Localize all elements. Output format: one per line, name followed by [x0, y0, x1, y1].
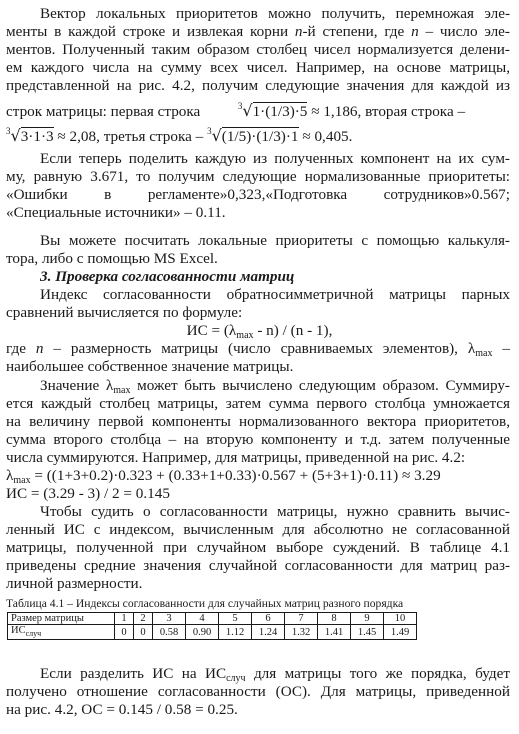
table-cell: 0.90 — [186, 625, 219, 640]
table-cell: 10 — [384, 613, 417, 625]
table-cell: 1.12 — [219, 625, 252, 640]
text-line: личной размерности. — [6, 575, 143, 592]
text-fragment: 0.567; — [471, 186, 510, 203]
text-line: на величину первой компоненты нормализованного вектора приоритетов, — [6, 413, 510, 430]
radicand: 1·(1/3)·5 — [252, 103, 308, 120]
text-line: Индекс согласованности обратносимметричной матрицы парных — [40, 286, 510, 303]
text-fragment: ≈ 2,08 — [53, 128, 97, 145]
text-fragment: – — [492, 340, 511, 357]
text-line: получено отношение согласованности (ОС). Для матрицы, приведенной — [6, 683, 510, 700]
text-line — [4, 5, 510, 23]
text-line: Если теперь поделить каждую из полученных компонент на их сум- — [40, 150, 510, 167]
radicand: (1/5)·(1/3)·1 — [221, 128, 299, 145]
table-cell: 9 — [351, 613, 384, 625]
text-fragment: Вектор — [40, 5, 86, 22]
text-line: представленной на рис. 4.2, получим следующие значения для каждой из — [6, 77, 510, 94]
text-line: ем каждого числа на сумму всех чисел. Например, на основе матрицы, — [6, 59, 510, 76]
root-index: 3 — [237, 101, 243, 111]
text-line — [6, 186, 510, 204]
subscript: случ — [25, 629, 42, 638]
text-fragment: . — [348, 128, 353, 145]
table-cell: 0 — [134, 625, 153, 640]
radical-sign: √ — [211, 126, 222, 145]
text-line — [6, 23, 510, 41]
text-line: числа суммируются. Например, для матрицы, приведенной на рис. 4.2: — [6, 449, 466, 466]
table-cell: 3 — [153, 613, 186, 625]
text-fragment: ≈ 0,405 — [298, 128, 349, 145]
text-fragment: – размерность матрицы (число сравниваемых элементов), λ — [43, 340, 476, 357]
table-header-cell: Размер матрицы — [8, 613, 115, 625]
calculation-line: ИС = (3.29 - 3) / 2 = 0.145 — [6, 485, 170, 502]
table-cell: 1 — [115, 613, 134, 625]
radical-sign: √ — [242, 101, 253, 120]
text-fragment: ИС — [11, 625, 26, 636]
text-fragment: - n) / (n - 1), — [253, 322, 333, 339]
text-fragment: «Ошибки в регламенте» — [6, 186, 228, 203]
table-row — [8, 613, 417, 625]
text-fragment: ≈ 1,186 — [307, 103, 358, 120]
table-cell: 0.58 — [153, 625, 186, 640]
subscript: max — [475, 348, 493, 359]
subscript: max — [13, 475, 31, 486]
text-line — [6, 122, 510, 146]
text-fragment: -й степени, где — [302, 23, 412, 40]
text-fragment: менты в каждой строке и извлекая корни — [6, 23, 295, 40]
text-line: му, равную 3.671, то получим следующие нормализованные приоритеты: — [6, 168, 510, 185]
text-fragment: для матрицы того же порядка, будет — [245, 665, 510, 682]
subscript: max — [236, 330, 254, 341]
table-caption: Таблица 4.1 – Индексы согласованности для случайных матриц разного порядка — [6, 597, 404, 610]
subscript: max — [113, 385, 131, 396]
table-cell: 1.32 — [285, 625, 318, 640]
text-fragment: «Подготовка сотрудников» — [265, 186, 472, 203]
table-cell: 5 — [219, 613, 252, 625]
text-fragment: ИС = (λ — [186, 322, 237, 339]
text-line — [6, 97, 510, 121]
text-fragment: Если разделить ИС на ИС — [40, 665, 227, 682]
text-fragment: – число эле- — [418, 23, 510, 40]
subscript: случ — [226, 673, 246, 684]
text-fragment: n — [294, 23, 303, 40]
table-cell: 1.49 — [384, 625, 417, 640]
text-line: Чтобы судить о согласованности матрицы, нужно сравнить вычис- — [40, 503, 510, 520]
text-fragment: строк матрицы: первая строка — [6, 103, 201, 120]
text-fragment: λ — [6, 467, 14, 484]
table-cell: 4 — [186, 613, 219, 625]
table-cell: 1.41 — [318, 625, 351, 640]
text-line: матрицы, полученной при случайном выборе суждений. В таблице 4.1 — [6, 539, 510, 556]
table-cell: 8 — [318, 613, 351, 625]
text-line: Вы можете посчитать локальные приоритеты с помощью калькуля- — [40, 232, 510, 249]
text-line: ментов. Полученный таким образом столбец чисел нормализуется делени- — [6, 41, 510, 58]
table-cell: 7 — [285, 613, 318, 625]
table-cell: 0 — [115, 625, 134, 640]
table-row — [8, 625, 417, 640]
text-fragment: локальных приоритетов можно получить, перемножая эле- — [85, 5, 510, 22]
text-line: ленный ИС с индексом, вычисленным для абсолютно не согласованной — [6, 521, 510, 538]
radical-sign: √ — [10, 126, 21, 145]
table-header-cell — [8, 625, 115, 640]
table-cell: 6 — [252, 613, 285, 625]
text-line: тора, либо с помощью MS Excel. — [6, 250, 218, 267]
text-fragment: может быть вычислено следующим образом. Суммиру- — [130, 377, 510, 394]
table-cell: 1.45 — [351, 625, 384, 640]
text-fragment: где — [6, 340, 36, 357]
text-line: ется каждый столбец матрицы, затем сумма первого столбца умножается — [6, 395, 510, 412]
radicand: 3·1·3 — [20, 128, 54, 145]
text-fragment: n — [35, 340, 44, 357]
text-line: сравнений вычисляется по формуле: — [6, 304, 243, 321]
text-fragment: Значение λ — [40, 377, 114, 394]
text-line: сумма второго столбца – на вторую компоненту и т.д. затем полученные — [6, 431, 510, 448]
text-fragment: , вторая строка – — [357, 103, 466, 120]
text-fragment: , третья строка – — [96, 128, 208, 145]
text-fragment: 0,323, — [227, 186, 266, 203]
root-index: 3 — [6, 126, 11, 136]
text-line: «Специальные источники» – 0.11. — [6, 204, 226, 221]
table-cell: 2 — [134, 613, 153, 625]
text-line: на рис. 4.2, ОС = 0.145 / 0.58 = 0.25. — [6, 701, 238, 718]
text-line: приведены средние значения случайной согласованности для матриц раз- — [6, 557, 510, 574]
text-fragment: n — [411, 23, 419, 40]
text-fragment: = ((1+3+0.2)·0.323 + (0.33+1+0.33)·0.567 + (5+3+1)·0.11) ≈ 3.29 — [30, 467, 441, 484]
section-heading: 3. Проверка согласованности матриц — [40, 268, 295, 285]
table-cell: 1.24 — [252, 625, 285, 640]
random-index-table — [7, 612, 417, 640]
root-index: 3 — [207, 126, 212, 136]
text-line: наибольшее собственное значение матрицы. — [6, 358, 294, 375]
